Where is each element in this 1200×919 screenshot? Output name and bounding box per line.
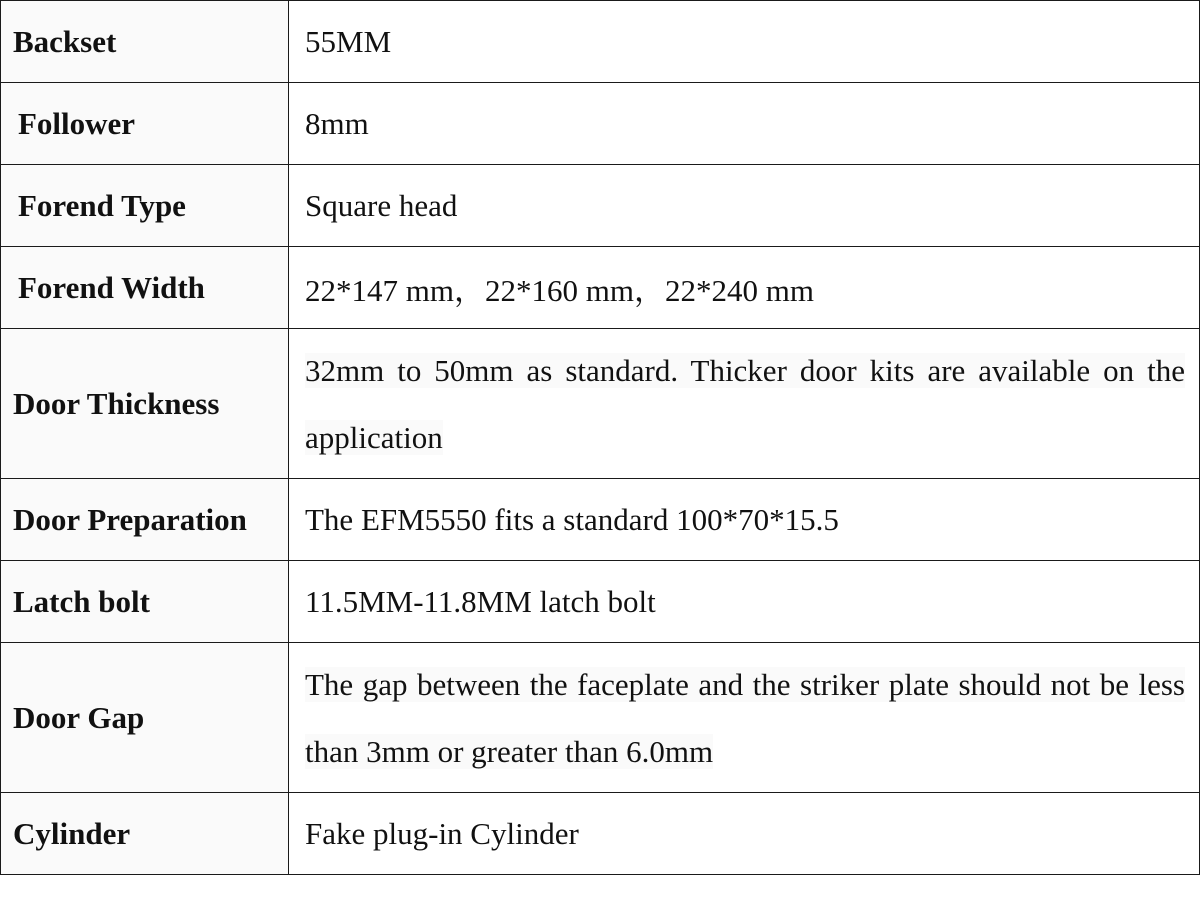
spec-value: The EFM5550 fits a standard 100*70*15.5 <box>289 479 1200 561</box>
table-row <box>1 247 1200 329</box>
spec-label: Forend Width <box>1 247 289 329</box>
spec-value: 8mm <box>289 83 1200 165</box>
spec-value: The gap between the faceplate and the striker plate should not be less than 3mm or greater than 6.0mm <box>289 643 1200 793</box>
spec-label: Backset <box>1 1 289 83</box>
spec-value: 22*147 mm，22*160 mm，22*240 mm <box>289 247 1200 329</box>
spec-label: Door Thickness <box>1 329 289 479</box>
spec-label: Latch bolt <box>1 561 289 643</box>
table-row <box>1 165 1200 247</box>
table-row <box>1 643 1200 793</box>
spec-label: Door Preparation <box>1 479 289 561</box>
table-row <box>1 83 1200 165</box>
table-row <box>1 561 1200 643</box>
spec-value: 32mm to 50mm as standard. Thicker door kits are available on the application <box>289 329 1200 479</box>
table-row <box>1 479 1200 561</box>
spec-label: Door Gap <box>1 643 289 793</box>
spec-value: Square head <box>289 165 1200 247</box>
table-row <box>1 1 1200 83</box>
spec-label: Forend Type <box>1 165 289 247</box>
spec-label: Follower <box>1 83 289 165</box>
spec-value: 11.5MM-11.8MM latch bolt <box>289 561 1200 643</box>
spec-value: 55MM <box>289 1 1200 83</box>
spec-label: Cylinder <box>1 793 289 875</box>
table-row <box>1 329 1200 479</box>
table-row <box>1 793 1200 875</box>
spec-value: Fake plug-in Cylinder <box>289 793 1200 875</box>
